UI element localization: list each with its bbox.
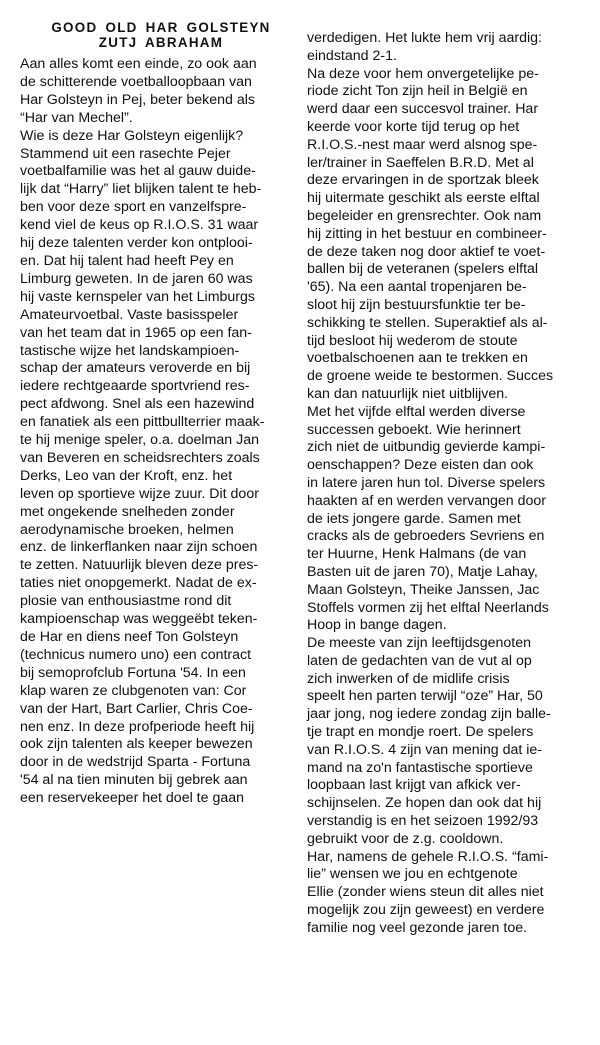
text-line: Limburg geweten. In de jaren 60 was [20,270,253,287]
text-line: te zetten. Natuurlijk bleven deze pres- [20,557,259,574]
text-line: Na deze voor hem onvergetelijke pe- [307,65,539,82]
text-line: verstandig is en het seizoen 1992/93 [307,813,539,830]
text-line: '65). Na een aantal tropenjaren be- [307,279,527,296]
text-line: ler/trainer in Saeffelen B.R.D. Met al [307,154,534,171]
text-line: tje trapt en mondje roert. De spelers [307,724,534,741]
text-line: Stammend uit een rasechte Pejer [20,145,231,162]
text-line: zich inwerken of de midlife crisis [307,670,510,687]
text-line: De meeste van zijn leeftijdsgenoten [307,635,531,652]
title-line: GOOD OLD HAR GOLSTEYN [51,20,271,35]
text-line: hij uitermate geschikt als eerste elftal [307,190,540,207]
text-line: pect afdwong. Snel als een hazewind [20,396,255,413]
right-column-text [307,30,588,938]
text-line: van Beveren en scheidsrechters zoals [20,449,260,466]
text-line: haakten af en werden vervangen door [307,492,546,509]
text-line: Derks, Leo van der Kroft, enz. het [20,467,233,484]
text-line: lijk dat “Harry” liet blijken talent te heb- [20,181,262,198]
text-line: hij deze talenten verder kon ontplooi- [20,235,253,252]
text-line: tijd besloot hij wederom de stoute [307,332,518,349]
text-line: en fanatiek als een pittbullterrier maak- [20,414,265,431]
text-line: keerde voor korte tijd terug op het [307,118,520,135]
text-line: mogelijk zou zijn geweest) en verdere [307,902,545,919]
text-line: tastische wijze het landskampioen- [20,342,240,359]
text-line: de iets jongere garde. Samen met [307,510,521,527]
text-line: '54 al na tien minuten bij gebrek aan [20,772,248,789]
text-line: laten de gedachten van de vut al op [307,652,532,669]
text-line: voetbalschoenen aan te trekken en [307,350,528,367]
text-line: loopbaan last krijgt van afkick ver- [307,777,521,794]
text-line: ook zijn talenten als keeper bewezen [20,736,253,753]
text-line: enz. de linkerflanken naar zijn schoen [20,539,258,556]
text-line: met ongekende snelheden zonder [20,503,235,520]
text-line: nen enz. In deze profperiode heeft hij [20,718,255,735]
text-line: Wie is deze Har Golsteyn eigenlijk? [20,127,244,144]
text-line: hij zitting in het bestuur en combineer- [307,225,547,242]
text-line: jaar jong, nog iedere zondag zijn balle- [307,706,551,723]
text-line: klap waren ze clubgenoten van: Cor [20,682,247,699]
text-line: kan dan natuurlijk niet uitblijven. [307,385,509,402]
text-line: R.I.O.S.-nest maar werd alsnog spe- [307,136,538,153]
text-line: de schitterende voetballoopbaan van [20,73,252,90]
text-line: speelt hen parten terwijl “oze” Har, 50 [307,688,543,705]
text-line: riode zicht Ton zijn heil in België en [307,83,528,100]
text-line: Stoffels vormen zij het elftal Neerlands [307,599,549,616]
text-line: werd daar een succesvol trainer. Har [307,101,539,118]
text-line: taties niet onopgemerkt. Nadat de ex- [20,575,257,592]
article-title [20,20,302,50]
text-line: in latere jaren hun tol. Diverse spelers [307,474,546,491]
text-line: ben voor deze sport en vanzelfspre- [20,199,247,216]
text-line: schap der amateurs veroverde en bij [20,360,251,377]
title-line: ZUTJ ABRAHAM [98,35,224,50]
text-line: kampioenschap was weggeëbt teken- [20,611,258,628]
text-line: door in de wedstrijd Sparta - Fortuna [20,754,251,771]
text-line: mand na zo'n fantastische sportieve [307,759,533,776]
text-line: deze ervaringen in de sportzak bleek [307,172,539,189]
text-line: cracks als de gebroeders Sevriens en [307,528,545,545]
text-line: Har Golsteyn in Pej, beter bekend als [20,91,256,108]
text-line: gebruikt voor de z.g. cooldown. [307,830,504,847]
text-line: van R.I.O.S. 4 zijn van mening dat ie- [307,741,542,758]
text-line: Aan alles komt een einde, zo ook aan [20,56,257,72]
text-line: bij semoprofclub Fortuna '54. In een [20,664,246,681]
text-line: en. Dat hij talent had heeft Pey en [20,252,234,269]
text-line: schijnselen. Ze hopen dan ook dat hij [307,795,542,812]
text-line: successen geboekt. Wie herinnert [307,421,521,438]
text-line: ter Huurne, Henk Halmans (de van [307,546,527,563]
text-line: begeleider en grensrechter. Ook nam [307,207,542,224]
text-line: Met het vijfde elftal werden diverse [307,403,526,420]
text-line: sloot hij zijn bestuursfunktie ter be- [307,296,526,313]
text-line: van der Hart, Bart Carlier, Chris Coe- [20,700,253,717]
text-line: kend viel de keus op R.I.O.S. 31 waar [20,217,259,234]
left-column [20,20,302,808]
text-line: Amateurvoetbal. Vaste basisspeler [20,306,239,323]
text-line: leven op sportieve wijze zuur. Dit door [20,485,259,502]
text-line: hij vaste kernspeler van het Limburgs [20,288,256,305]
text-line: de Har en diens neef Ton Golsteyn [20,629,239,645]
text-line: Har, namens de gehele R.I.O.S. “fami- [307,848,549,865]
text-line: aerodynamische broeken, helmen [20,521,234,538]
text-line: (technicus numero uno) een contract [20,646,252,663]
text-line: Maan Golsteyn, Theike Janssen, Jac [307,581,540,598]
right-column [307,30,588,938]
text-line: een reservekeeper het doel te gaan [20,790,245,807]
text-line: iedere rechtgeaarde sportvriend res- [20,378,250,395]
text-line: zich niet de uitbundig gevierde kampi- [307,439,546,456]
text-line: Basten uit de jaren 70), Matje Lahay, [307,563,538,580]
text-line: lie” wensen we jou en echtgenote [307,866,518,883]
text-line: te hij menige speler, o.a. doelman Jan [20,432,259,449]
text-line: Ellie (zonder wiens steun dit alles niet [307,884,544,901]
text-line: ballen bij de veteranen (spelers elftal [307,261,539,278]
text-line: de deze taken nog door aktief te voet- [307,243,546,260]
text-line: schikking te stellen. Superaktief als al- [307,314,548,331]
text-line: plosie van enthousiastme rond dit [20,593,232,610]
text-line: voetbalfamilie was het al gauw duide- [20,163,256,180]
text-line: Hoop in bange dagen. [307,617,447,634]
text-line: de groene weide te bestormen. Succes [307,368,554,385]
text-line: “Har van Mechel”. [20,109,133,126]
text-line: van het team dat in 1965 op een fan- [20,324,252,341]
text-line: eindstand 2-1. [307,47,397,64]
text-line: verdedigen. Het lukte hem vrij aardig: [307,30,543,46]
text-line: familie nog veel gezonde jaren toe. [307,919,528,936]
text-line: oenschappen? Deze eisten dan ook [307,457,534,474]
left-column-text [20,56,302,808]
